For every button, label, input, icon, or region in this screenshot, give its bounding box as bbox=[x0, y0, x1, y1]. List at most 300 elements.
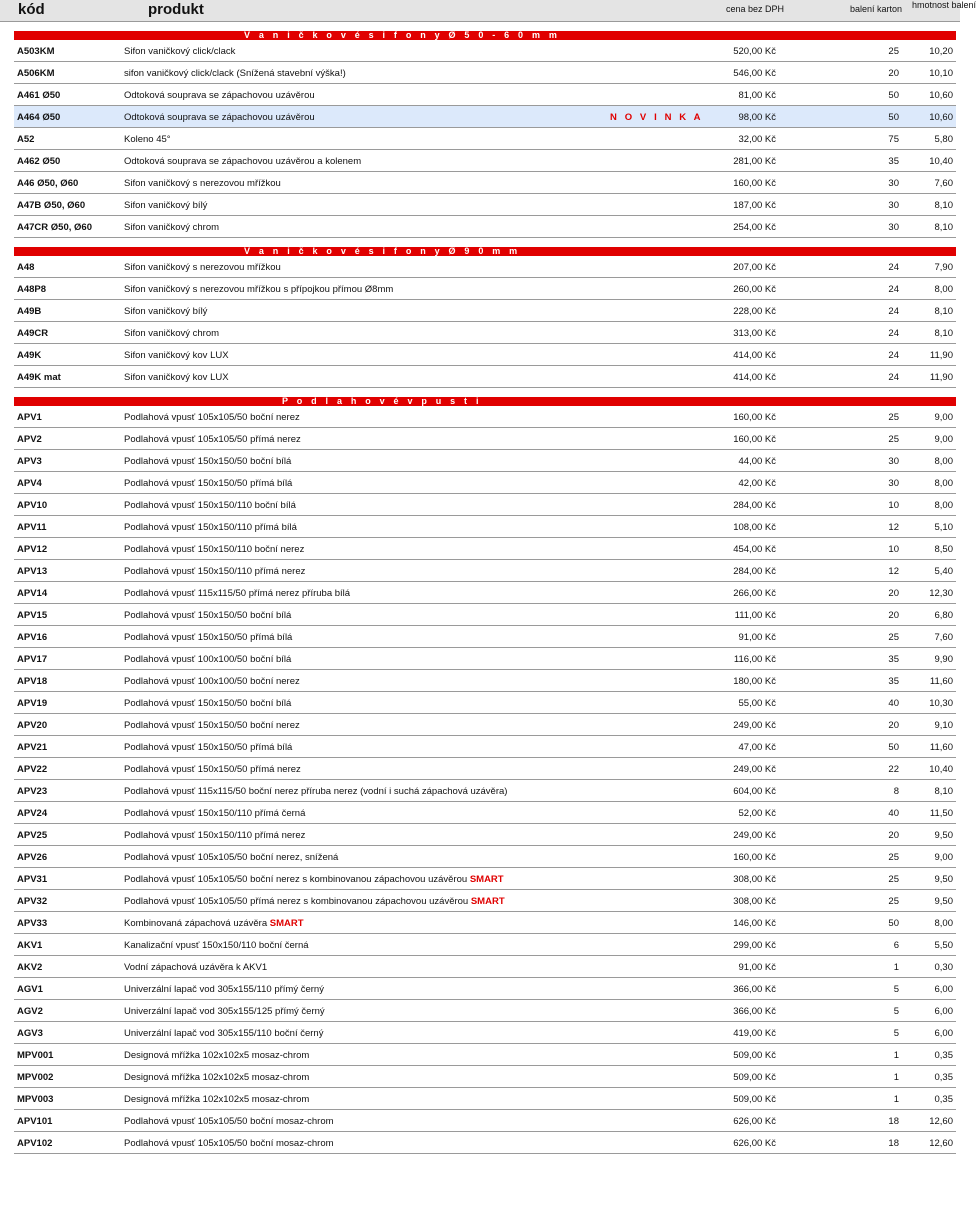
cell-produkt bbox=[124, 940, 309, 951]
cell-kod: APV18 bbox=[17, 676, 48, 687]
cell-karton: 10 bbox=[888, 500, 899, 511]
produkt-text: Sifon vaničkový chrom bbox=[124, 222, 220, 233]
section-header: V a n i č k o v é s i f o n y Ø 9 0 m m bbox=[14, 247, 956, 256]
cell-kod: A48 bbox=[17, 262, 35, 273]
cell-kod: APV3 bbox=[17, 456, 42, 467]
cell-produkt bbox=[124, 500, 296, 511]
cell-cena: 313,00 Kč bbox=[733, 328, 776, 339]
table-row bbox=[14, 912, 956, 934]
produkt-text: Odtoková souprava se zápachovou uzávěrou bbox=[124, 112, 315, 123]
cell-kod: APV15 bbox=[17, 610, 48, 621]
cell-cena: 604,00 Kč bbox=[733, 786, 776, 797]
cell-karton: 24 bbox=[888, 328, 899, 339]
cell-produkt bbox=[124, 1072, 309, 1083]
cell-produkt bbox=[124, 764, 301, 775]
cell-hmotnost: 12,60 bbox=[929, 1138, 953, 1149]
cell-karton: 75 bbox=[888, 134, 899, 145]
produkt-text: Podlahová vpusť 150x150/50 boční bílá bbox=[124, 610, 292, 621]
cell-kod: AGV1 bbox=[17, 984, 43, 995]
cell-karton: 22 bbox=[888, 764, 899, 775]
cell-karton: 30 bbox=[888, 222, 899, 233]
cell-karton: 24 bbox=[888, 306, 899, 317]
cell-produkt bbox=[124, 222, 219, 233]
cell-kod: APV11 bbox=[17, 522, 47, 533]
cell-kod: APV12 bbox=[17, 544, 48, 555]
produkt-text: Sifon vaničkový bílý bbox=[124, 200, 208, 211]
cell-cena: 160,00 Kč bbox=[733, 178, 776, 189]
table-row bbox=[14, 106, 956, 128]
cell-hmotnost: 7,90 bbox=[934, 262, 953, 273]
cell-produkt bbox=[124, 830, 305, 841]
cell-karton: 18 bbox=[888, 1116, 899, 1127]
cell-cena: 249,00 Kč bbox=[733, 830, 776, 841]
header-hmotnost: hmotnost balení bbox=[912, 0, 976, 10]
table-row bbox=[14, 366, 956, 388]
cell-hmotnost: 6,80 bbox=[934, 610, 953, 621]
cell-cena: 626,00 Kč bbox=[733, 1116, 776, 1127]
produkt-text: Sifon vaničkový click/clack bbox=[124, 46, 236, 57]
cell-hmotnost: 9,00 bbox=[934, 412, 953, 423]
cell-kod: A461 Ø50 bbox=[17, 90, 61, 101]
cell-hmotnost: 0,30 bbox=[934, 962, 953, 973]
cell-kod: A49K bbox=[17, 350, 42, 361]
cell-hmotnost: 7,60 bbox=[934, 178, 953, 189]
cell-produkt bbox=[124, 200, 207, 211]
cell-hmotnost: 9,10 bbox=[934, 720, 953, 731]
cell-karton: 8 bbox=[893, 786, 899, 797]
cell-hmotnost: 10,30 bbox=[929, 698, 953, 709]
table-row bbox=[14, 736, 956, 758]
table-row bbox=[14, 1066, 956, 1088]
header-cena: cena bez DPH bbox=[726, 4, 785, 14]
cell-kod: APV32 bbox=[17, 896, 48, 907]
cell-kod: APV2 bbox=[17, 434, 42, 445]
cell-kod: APV21 bbox=[17, 742, 48, 753]
cell-cena: 91,00 Kč bbox=[738, 632, 776, 643]
cell-produkt bbox=[124, 654, 291, 665]
cell-produkt bbox=[124, 456, 291, 467]
cell-hmotnost: 9,50 bbox=[934, 830, 953, 841]
cell-produkt bbox=[124, 852, 338, 863]
table-row bbox=[14, 406, 956, 428]
produkt-text: Podlahová vpusť 105x105/50 přímá nerez bbox=[124, 434, 301, 445]
cell-hmotnost: 11,50 bbox=[929, 808, 953, 819]
cell-produkt bbox=[124, 46, 235, 57]
cell-cena: 32,00 Kč bbox=[738, 134, 776, 145]
cell-karton: 1 bbox=[893, 1072, 899, 1083]
cell-cena: 626,00 Kč bbox=[733, 1138, 776, 1149]
cell-hmotnost: 11,90 bbox=[929, 372, 953, 383]
cell-hmotnost: 12,30 bbox=[929, 588, 953, 599]
header-produkt: produkt bbox=[148, 1, 204, 18]
cell-hmotnost: 8,00 bbox=[934, 284, 953, 295]
cell-kod: APV26 bbox=[17, 852, 48, 863]
table-row bbox=[14, 450, 956, 472]
cell-produkt bbox=[124, 156, 361, 167]
cell-hmotnost: 9,50 bbox=[934, 874, 953, 885]
cell-hmotnost: 8,00 bbox=[934, 478, 953, 489]
cell-cena: 44,00 Kč bbox=[738, 456, 776, 467]
cell-kod: A462 Ø50 bbox=[17, 156, 61, 167]
cell-karton: 12 bbox=[888, 566, 899, 577]
cell-karton: 25 bbox=[888, 852, 899, 863]
cell-cena: 414,00 Kč bbox=[733, 372, 776, 383]
cell-karton: 25 bbox=[888, 632, 899, 643]
cell-karton: 24 bbox=[888, 350, 899, 361]
table-row bbox=[14, 1110, 956, 1132]
cell-kod: A506KM bbox=[17, 68, 55, 79]
cell-cena: 98,00 Kč bbox=[738, 112, 776, 123]
table-row bbox=[14, 758, 956, 780]
cell-hmotnost: 9,50 bbox=[934, 896, 953, 907]
produkt-text: Podlahová vpusť 100x100/50 boční bílá bbox=[124, 654, 292, 665]
cell-karton: 25 bbox=[888, 434, 899, 445]
produkt-text: Podlahová vpusť 115x115/50 boční nerez příruba nerez (vodní i suchá zápachová uzávěra) bbox=[124, 786, 508, 797]
cell-cena: 81,00 Kč bbox=[738, 90, 776, 101]
cell-produkt bbox=[124, 874, 504, 885]
table-row bbox=[14, 344, 956, 366]
cell-cena: 254,00 Kč bbox=[733, 222, 776, 233]
cell-produkt bbox=[124, 262, 281, 273]
cell-produkt bbox=[124, 676, 300, 687]
cell-kod: APV24 bbox=[17, 808, 48, 819]
produkt-text: Odtoková souprava se zápachovou uzávěrou bbox=[124, 90, 315, 101]
cell-produkt bbox=[124, 1094, 309, 1105]
table-row bbox=[14, 62, 956, 84]
cell-hmotnost: 6,00 bbox=[934, 1006, 953, 1017]
cell-karton: 35 bbox=[888, 156, 899, 167]
cell-cena: 187,00 Kč bbox=[733, 200, 776, 211]
cell-kod: APV22 bbox=[17, 764, 48, 775]
cell-hmotnost: 8,00 bbox=[934, 918, 953, 929]
table-row bbox=[14, 472, 956, 494]
produkt-text: Podlahová vpusť 105x105/50 boční mosaz-chrom bbox=[124, 1116, 334, 1127]
cell-cena: 249,00 Kč bbox=[733, 720, 776, 731]
cell-cena: 249,00 Kč bbox=[733, 764, 776, 775]
produkt-text: Podlahová vpusť 115x115/50 přímá nerez příruba bílá bbox=[124, 588, 351, 599]
cell-karton: 20 bbox=[888, 720, 899, 731]
cell-karton: 10 bbox=[888, 544, 899, 555]
produkt-text: Univerzální lapač vod 305x155/110 přímý černý bbox=[124, 984, 324, 995]
cell-kod: A47B Ø50, Ø60 bbox=[17, 200, 86, 211]
cell-kod: APV17 bbox=[17, 654, 48, 665]
cell-produkt bbox=[124, 786, 507, 797]
produkt-text: Sifon vaničkový s nerezovou mřížkou bbox=[124, 178, 281, 189]
produkt-text: Sifon vaničkový chrom bbox=[124, 328, 220, 339]
cell-karton: 30 bbox=[888, 478, 899, 489]
cell-cena: 180,00 Kč bbox=[733, 676, 776, 687]
cell-karton: 20 bbox=[888, 68, 899, 79]
cell-kod: APV20 bbox=[17, 720, 48, 731]
cell-cena: 47,00 Kč bbox=[738, 742, 776, 753]
cell-produkt bbox=[124, 134, 171, 145]
table-row bbox=[14, 692, 956, 714]
smart-tag: SMART bbox=[269, 918, 304, 929]
cell-karton: 30 bbox=[888, 178, 899, 189]
cell-kod: APV33 bbox=[17, 918, 48, 929]
table-row bbox=[14, 40, 956, 62]
cell-produkt bbox=[124, 1028, 323, 1039]
cell-karton: 50 bbox=[888, 90, 899, 101]
produkt-text: Podlahová vpusť 105x105/50 boční nerez s kombinovanou zápachovou uzávěrou bbox=[124, 874, 470, 885]
cell-kod: APV13 bbox=[17, 566, 48, 577]
cell-produkt bbox=[124, 350, 229, 361]
cell-cena: 366,00 Kč bbox=[733, 1006, 776, 1017]
cell-produkt bbox=[124, 90, 315, 101]
cell-hmotnost: 11,60 bbox=[929, 742, 953, 753]
produkt-text: Podlahová vpusť 105x105/50 boční nerez, snížená bbox=[124, 852, 339, 863]
cell-kod: A52 bbox=[17, 134, 35, 145]
cell-karton: 40 bbox=[888, 808, 899, 819]
table-row bbox=[14, 194, 956, 216]
cell-kod: APV25 bbox=[17, 830, 48, 841]
cell-produkt bbox=[124, 632, 292, 643]
produkt-text: Podlahová vpusť 150x150/110 přímá černá bbox=[124, 808, 306, 819]
cell-cena: 284,00 Kč bbox=[733, 500, 776, 511]
cell-karton: 20 bbox=[888, 610, 899, 621]
cell-produkt bbox=[124, 372, 229, 383]
cell-hmotnost: 9,00 bbox=[934, 434, 953, 445]
cell-karton: 5 bbox=[893, 1028, 899, 1039]
cell-karton: 1 bbox=[893, 962, 899, 973]
table-row bbox=[14, 802, 956, 824]
cell-cena: 160,00 Kč bbox=[733, 434, 776, 445]
produkt-text: Podlahová vpusť 150x150/50 boční bílá bbox=[124, 456, 292, 467]
cell-produkt bbox=[124, 962, 267, 973]
cell-produkt bbox=[124, 112, 315, 123]
cell-karton: 35 bbox=[888, 676, 899, 687]
cell-kod: A49B bbox=[17, 306, 42, 317]
cell-karton: 25 bbox=[888, 896, 899, 907]
cell-cena: 419,00 Kč bbox=[733, 1028, 776, 1039]
cell-hmotnost: 10,60 bbox=[929, 112, 953, 123]
cell-karton: 40 bbox=[888, 698, 899, 709]
cell-hmotnost: 8,10 bbox=[934, 200, 953, 211]
cell-kod: AGV2 bbox=[17, 1006, 43, 1017]
table-row bbox=[14, 494, 956, 516]
cell-kod: A464 Ø50 bbox=[17, 112, 61, 123]
table-row bbox=[14, 1022, 956, 1044]
produkt-text: Podlahová vpusť 150x150/110 přímá nerez bbox=[124, 830, 306, 841]
produkt-text: Podlahová vpusť 150x150/50 přímá bílá bbox=[124, 742, 293, 753]
table-row bbox=[14, 84, 956, 106]
produkt-text: Vodní zápachová uzávěra k AKV1 bbox=[124, 962, 268, 973]
cell-produkt bbox=[124, 1006, 325, 1017]
novinka-badge: N O V I N K A bbox=[610, 112, 704, 123]
table-row bbox=[14, 604, 956, 626]
cell-cena: 509,00 Kč bbox=[733, 1050, 776, 1061]
cell-karton: 20 bbox=[888, 830, 899, 841]
cell-hmotnost: 7,60 bbox=[934, 632, 953, 643]
table-row bbox=[14, 1044, 956, 1066]
table-row bbox=[14, 934, 956, 956]
cell-kod: APV16 bbox=[17, 632, 48, 643]
cell-cena: 111,00 Kč bbox=[734, 610, 776, 621]
cell-karton: 25 bbox=[888, 874, 899, 885]
table-row bbox=[14, 538, 956, 560]
cell-hmotnost: 5,50 bbox=[934, 940, 953, 951]
table-row bbox=[14, 978, 956, 1000]
cell-produkt bbox=[124, 434, 301, 445]
cell-produkt bbox=[124, 918, 304, 929]
cell-hmotnost: 9,00 bbox=[934, 852, 953, 863]
produkt-text: Koleno 45° bbox=[124, 134, 171, 145]
produkt-text: Univerzální lapač vod 305x155/110 boční černý bbox=[124, 1028, 324, 1039]
produkt-text: Designová mřížka 102x102x5 mosaz-chrom bbox=[124, 1094, 310, 1105]
cell-cena: 308,00 Kč bbox=[733, 874, 776, 885]
cell-hmotnost: 9,90 bbox=[934, 654, 953, 665]
cell-kod: A48P8 bbox=[17, 284, 47, 295]
cell-produkt bbox=[124, 544, 304, 555]
cell-cena: 308,00 Kč bbox=[733, 896, 776, 907]
smart-tag: SMART bbox=[470, 896, 505, 907]
table-row bbox=[14, 256, 956, 278]
cell-hmotnost: 6,00 bbox=[934, 1028, 953, 1039]
cell-cena: 414,00 Kč bbox=[733, 350, 776, 361]
header-kod: kód bbox=[18, 1, 45, 18]
produkt-text: Podlahová vpusť 150x150/110 přímá bílá bbox=[124, 522, 297, 533]
cell-kod: MPV002 bbox=[17, 1072, 54, 1083]
cell-karton: 5 bbox=[893, 1006, 899, 1017]
cell-hmotnost: 5,80 bbox=[934, 134, 953, 145]
produkt-text: Kombinovaná zápachová uzávěra bbox=[124, 918, 270, 929]
cell-hmotnost: 5,40 bbox=[934, 566, 953, 577]
produkt-text: sifon vaničkový click/clack (Snížená stavební výška!) bbox=[124, 68, 346, 79]
cell-cena: 42,00 Kč bbox=[738, 478, 776, 489]
table-row bbox=[14, 1000, 956, 1022]
produkt-text: Podlahová vpusť 150x150/50 boční nerez bbox=[124, 720, 300, 731]
cell-hmotnost: 8,10 bbox=[934, 306, 953, 317]
cell-karton: 12 bbox=[888, 522, 899, 533]
produkt-text: Podlahová vpusť 150x150/50 boční bílá bbox=[124, 698, 292, 709]
cell-produkt bbox=[124, 566, 305, 577]
produkt-text: Podlahová vpusť 150x150/50 přímá nerez bbox=[124, 764, 301, 775]
cell-karton: 1 bbox=[893, 1050, 899, 1061]
cell-karton: 30 bbox=[888, 456, 899, 467]
cell-produkt bbox=[124, 742, 292, 753]
table-row bbox=[14, 648, 956, 670]
cell-produkt bbox=[124, 1050, 309, 1061]
cell-kod: APV31 bbox=[17, 874, 48, 885]
cell-cena: 260,00 Kč bbox=[733, 284, 776, 295]
cell-karton: 35 bbox=[888, 654, 899, 665]
table-row bbox=[14, 824, 956, 846]
cell-cena: 108,00 Kč bbox=[733, 522, 776, 533]
cell-produkt bbox=[124, 720, 300, 731]
cell-kod: APV1 bbox=[17, 412, 42, 423]
cell-kod: APV19 bbox=[17, 698, 48, 709]
table-row bbox=[14, 172, 956, 194]
cell-kod: MPV001 bbox=[17, 1050, 54, 1061]
cell-kod: APV14 bbox=[17, 588, 48, 599]
cell-karton: 30 bbox=[888, 200, 899, 211]
cell-cena: 55,00 Kč bbox=[738, 698, 776, 709]
cell-cena: 146,00 Kč bbox=[733, 918, 776, 929]
cell-kod: APV101 bbox=[17, 1116, 53, 1127]
cell-kod: AKV2 bbox=[17, 962, 43, 973]
produkt-text: Podlahová vpusť 105x105/50 boční nerez bbox=[124, 412, 300, 423]
cell-kod: A49K mat bbox=[17, 372, 61, 383]
produkt-text: Podlahová vpusť 150x150/50 přímá bílá bbox=[124, 632, 293, 643]
cell-karton: 20 bbox=[888, 588, 899, 599]
table-row bbox=[14, 890, 956, 912]
cell-kod: APV102 bbox=[17, 1138, 53, 1149]
cell-hmotnost: 8,10 bbox=[934, 786, 953, 797]
cell-cena: 228,00 Kč bbox=[733, 306, 776, 317]
cell-kod: MPV003 bbox=[17, 1094, 54, 1105]
produkt-text: Podlahová vpusť 150x150/110 přímá nerez bbox=[124, 566, 306, 577]
cell-kod: APV23 bbox=[17, 786, 48, 797]
cell-karton: 50 bbox=[888, 918, 899, 929]
cell-karton: 24 bbox=[888, 284, 899, 295]
table-header bbox=[0, 0, 976, 22]
produkt-text: Sifon vaničkový kov LUX bbox=[124, 350, 229, 361]
cell-produkt bbox=[124, 984, 324, 995]
cell-hmotnost: 5,10 bbox=[934, 522, 953, 533]
table-row bbox=[14, 560, 956, 582]
cell-hmotnost: 11,60 bbox=[929, 676, 953, 687]
cell-produkt bbox=[124, 178, 281, 189]
cell-produkt bbox=[124, 1138, 334, 1149]
cell-produkt bbox=[124, 610, 291, 621]
cell-produkt bbox=[124, 1116, 334, 1127]
cell-karton: 24 bbox=[888, 262, 899, 273]
cell-cena: 116,00 Kč bbox=[733, 654, 776, 665]
produkt-text: Sifon vaničkový s nerezovou mřížkou bbox=[124, 262, 281, 273]
cell-cena: 281,00 Kč bbox=[733, 156, 776, 167]
produkt-text: Sifon vaničkový bílý bbox=[124, 306, 208, 317]
cell-hmotnost: 10,40 bbox=[929, 156, 953, 167]
cell-hmotnost: 12,60 bbox=[929, 1116, 953, 1127]
cell-produkt bbox=[124, 284, 393, 295]
cell-cena: 299,00 Kč bbox=[733, 940, 776, 951]
produkt-text: Univerzální lapač vod 305x155/125 přímý černý bbox=[124, 1006, 325, 1017]
cell-produkt bbox=[124, 896, 505, 907]
cell-kod: A46 Ø50, Ø60 bbox=[17, 178, 79, 189]
cell-produkt bbox=[124, 68, 346, 79]
cell-kod: A49CR bbox=[17, 328, 49, 339]
produkt-text: Designová mřížka 102x102x5 mosaz-chrom bbox=[124, 1050, 310, 1061]
section-header: P o d l a h o v é v p u s t i bbox=[14, 397, 956, 406]
cell-hmotnost: 10,10 bbox=[929, 68, 953, 79]
cell-hmotnost: 10,40 bbox=[929, 764, 953, 775]
sections-container bbox=[0, 31, 960, 1154]
table-row bbox=[14, 868, 956, 890]
produkt-text: Podlahová vpusť 100x100/50 boční nerez bbox=[124, 676, 300, 687]
table-row bbox=[14, 846, 956, 868]
cell-hmotnost: 11,90 bbox=[929, 350, 953, 361]
cell-karton: 5 bbox=[893, 984, 899, 995]
cell-produkt bbox=[124, 698, 291, 709]
cell-karton: 25 bbox=[888, 46, 899, 57]
cell-cena: 366,00 Kč bbox=[733, 984, 776, 995]
cell-karton: 1 bbox=[893, 1094, 899, 1105]
cell-cena: 509,00 Kč bbox=[733, 1094, 776, 1105]
cell-hmotnost: 0,35 bbox=[934, 1094, 953, 1105]
cell-cena: 266,00 Kč bbox=[733, 588, 776, 599]
cell-produkt bbox=[124, 588, 350, 599]
cell-cena: 207,00 Kč bbox=[733, 262, 776, 273]
table-row bbox=[14, 714, 956, 736]
table-row bbox=[14, 322, 956, 344]
table-row bbox=[14, 780, 956, 802]
cell-hmotnost: 8,10 bbox=[934, 328, 953, 339]
section-header: V a n i č k o v é s i f o n y Ø 5 0 - 6 0 m m bbox=[14, 31, 956, 40]
cell-cena: 454,00 Kč bbox=[733, 544, 776, 555]
produkt-text: Podlahová vpusť 150x150/50 přímá bílá bbox=[124, 478, 293, 489]
cell-hmotnost: 8,50 bbox=[934, 544, 953, 555]
produkt-text: Designová mřížka 102x102x5 mosaz-chrom bbox=[124, 1072, 310, 1083]
